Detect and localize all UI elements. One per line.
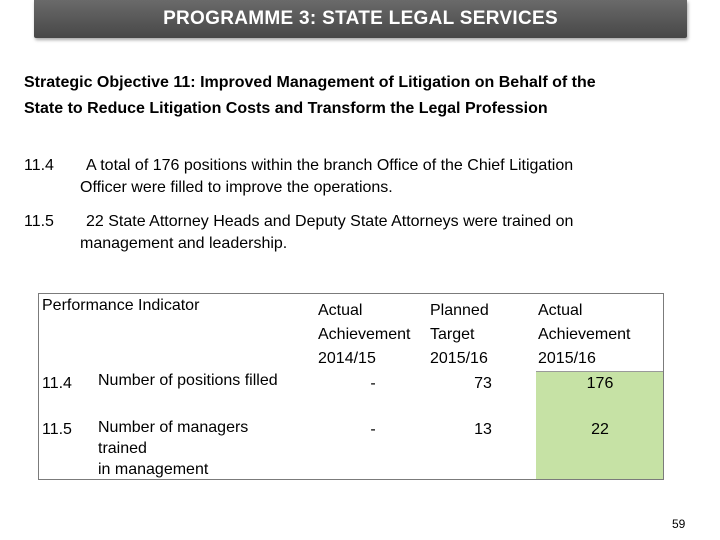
item-text-line: 22 State Attorney Heads and Deputy State Attorneys were trained on <box>86 213 574 230</box>
header-text: Achievement <box>538 326 631 343</box>
header-text: 2014/15 <box>318 350 376 367</box>
header-text: Actual <box>318 302 363 319</box>
item-number: 11.5 <box>24 213 54 230</box>
performance-table <box>38 293 664 480</box>
header-text: Target <box>430 326 475 343</box>
row-indicator-line: Number of managers <box>98 419 249 436</box>
header-planned-2015 <box>430 299 489 371</box>
item-text-line: management and leadership. <box>80 235 288 252</box>
header-text: Planned <box>430 302 489 319</box>
page-title: PROGRAMME 3: STATE LEGAL SERVICES <box>163 8 558 29</box>
objective-line-1: Strategic Objective 11: Improved Management of Litigation on Behalf of the <box>24 74 596 91</box>
strategic-objective <box>24 70 684 122</box>
row-actual-prev: - <box>370 421 376 438</box>
row-planned: 73 <box>474 375 492 392</box>
row-indicator <box>98 417 248 480</box>
row-planned: 13 <box>474 421 492 438</box>
row-indicator-line: in management <box>98 461 209 478</box>
row-indicator-line: trained <box>98 440 147 457</box>
title-bar <box>34 0 687 38</box>
header-actual-2014 <box>318 299 411 371</box>
header-text: Actual <box>538 302 583 319</box>
item-text-line: Officer were filled to improve the operations. <box>80 179 393 196</box>
row-actual-curr: 176 <box>586 375 614 392</box>
header-text: 2015/16 <box>430 350 488 367</box>
header-actual-2015 <box>538 299 631 371</box>
item-text <box>80 211 672 255</box>
item-text-line: A total of 176 positions within the branch Office of the Chief Litigation <box>86 157 574 174</box>
item-number: 11.4 <box>24 157 54 174</box>
page-number: 59 <box>672 517 686 531</box>
row-number: 11.4 <box>42 375 72 392</box>
header-indicator: Performance Indicator <box>42 297 200 314</box>
row-indicator: Number of positions filled <box>98 372 278 389</box>
row-number: 11.5 <box>42 421 72 438</box>
header-text: Achievement <box>318 326 411 343</box>
item-text <box>80 155 672 199</box>
header-text: 2015/16 <box>538 350 596 367</box>
row-actual-prev: - <box>370 375 376 392</box>
row-actual-curr: 22 <box>591 421 609 438</box>
objective-line-2: State to Reduce Litigation Costs and Transform the Legal Profession <box>24 100 548 117</box>
